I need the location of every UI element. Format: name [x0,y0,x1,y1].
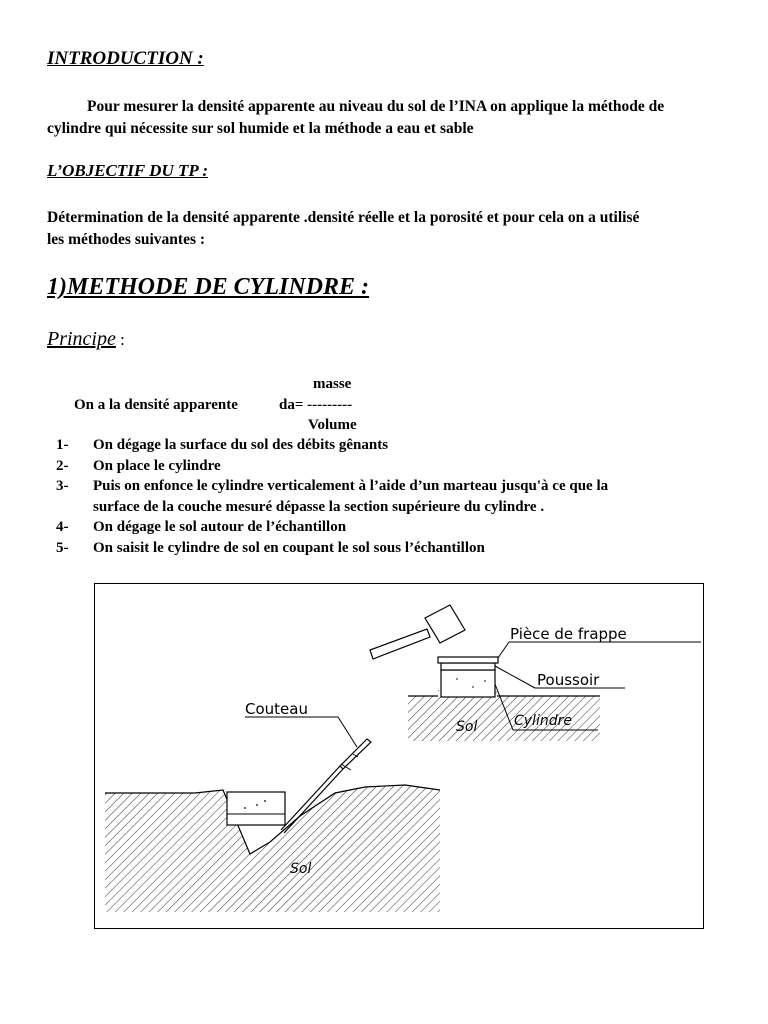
principle-colon: : [115,330,125,349]
formula-lead-text: On a la densité apparente [74,397,238,413]
step-text: surface de la couche mesuré dépasse la section supérieure du cylindre . [93,498,545,515]
cylinder-method-figure [94,583,704,929]
soil-dot [264,800,266,802]
step-number: 4- [56,519,69,535]
step-number: 1- [56,437,69,453]
objective-paragraph-line-2: les méthodes suivantes : [47,231,206,248]
introduction-heading: INTRODUCTION : [47,48,204,69]
couteau-label: Couteau [245,700,308,718]
couteau-leader-line [338,717,357,747]
step-text: Puis on enfonce le cylindre verticalement à l’aide d’un marteau jusqu'à ce que la [93,478,609,494]
cylindre-label: Cylindre [514,713,572,729]
step-number: 3- [56,478,69,494]
soil-dot [244,807,246,809]
list-item [56,538,608,559]
step-text: On dégage le sol autour de l’échantillon [93,519,347,535]
list-item [56,497,608,518]
list-item [56,456,608,477]
principle-label: Principe [47,328,116,350]
objective-heading: L’OBJECTIF DU TP : [47,161,209,180]
procedure-steps-list [56,435,608,558]
poussoir-leader-line [495,666,535,688]
sol-right-label: Sol [456,719,478,735]
principle-heading [47,328,125,351]
soil-dot [456,678,458,680]
extracted-cylinder [227,792,285,825]
formula-numerator: masse [313,376,352,392]
step-number: 2- [56,457,69,474]
pusher-plate [441,663,495,670]
poussoir-label: Poussoir [537,671,600,689]
striking-piece [438,657,498,663]
intro-paragraph-line-2: cylindre qui nécessite sur sol humide et la méthode a eau et sable [47,120,474,137]
objective-paragraph-line-1: Détermination de la densité apparente .densité réelle et la porosité et pour cela on a utilisé [47,209,640,226]
soil-dot [484,680,486,682]
step-text: On place le cylindre [93,457,221,474]
cylinder-body [441,670,495,697]
soil-dot [256,804,258,806]
intro-paragraph-line-1: Pour mesurer la densité apparente au niveau du sol de l’INA on applique la méthode de [87,98,665,115]
step-number: 5- [56,539,69,556]
list-item [56,435,608,456]
formula-lhs: da= --------- [279,397,353,413]
formula-denominator: Volume [308,417,357,433]
hammer-icon [370,605,465,659]
sol-left-label: Sol [290,861,312,877]
method-heading: 1)METHODE DE CYLINDRE : [47,274,370,300]
cylinder-method-diagram [95,584,703,928]
list-item [56,476,608,497]
step-text: On dégage la surface du sol des débits gênants [93,437,389,453]
list-item [56,517,608,538]
piece-de-frappe-leader-line [498,642,509,658]
step-text: On saisit le cylindre de sol en coupant le sol sous l’échantillon [93,539,485,556]
piece-de-frappe-label: Pièce de frappe [510,625,627,643]
soil-dot [472,686,474,688]
